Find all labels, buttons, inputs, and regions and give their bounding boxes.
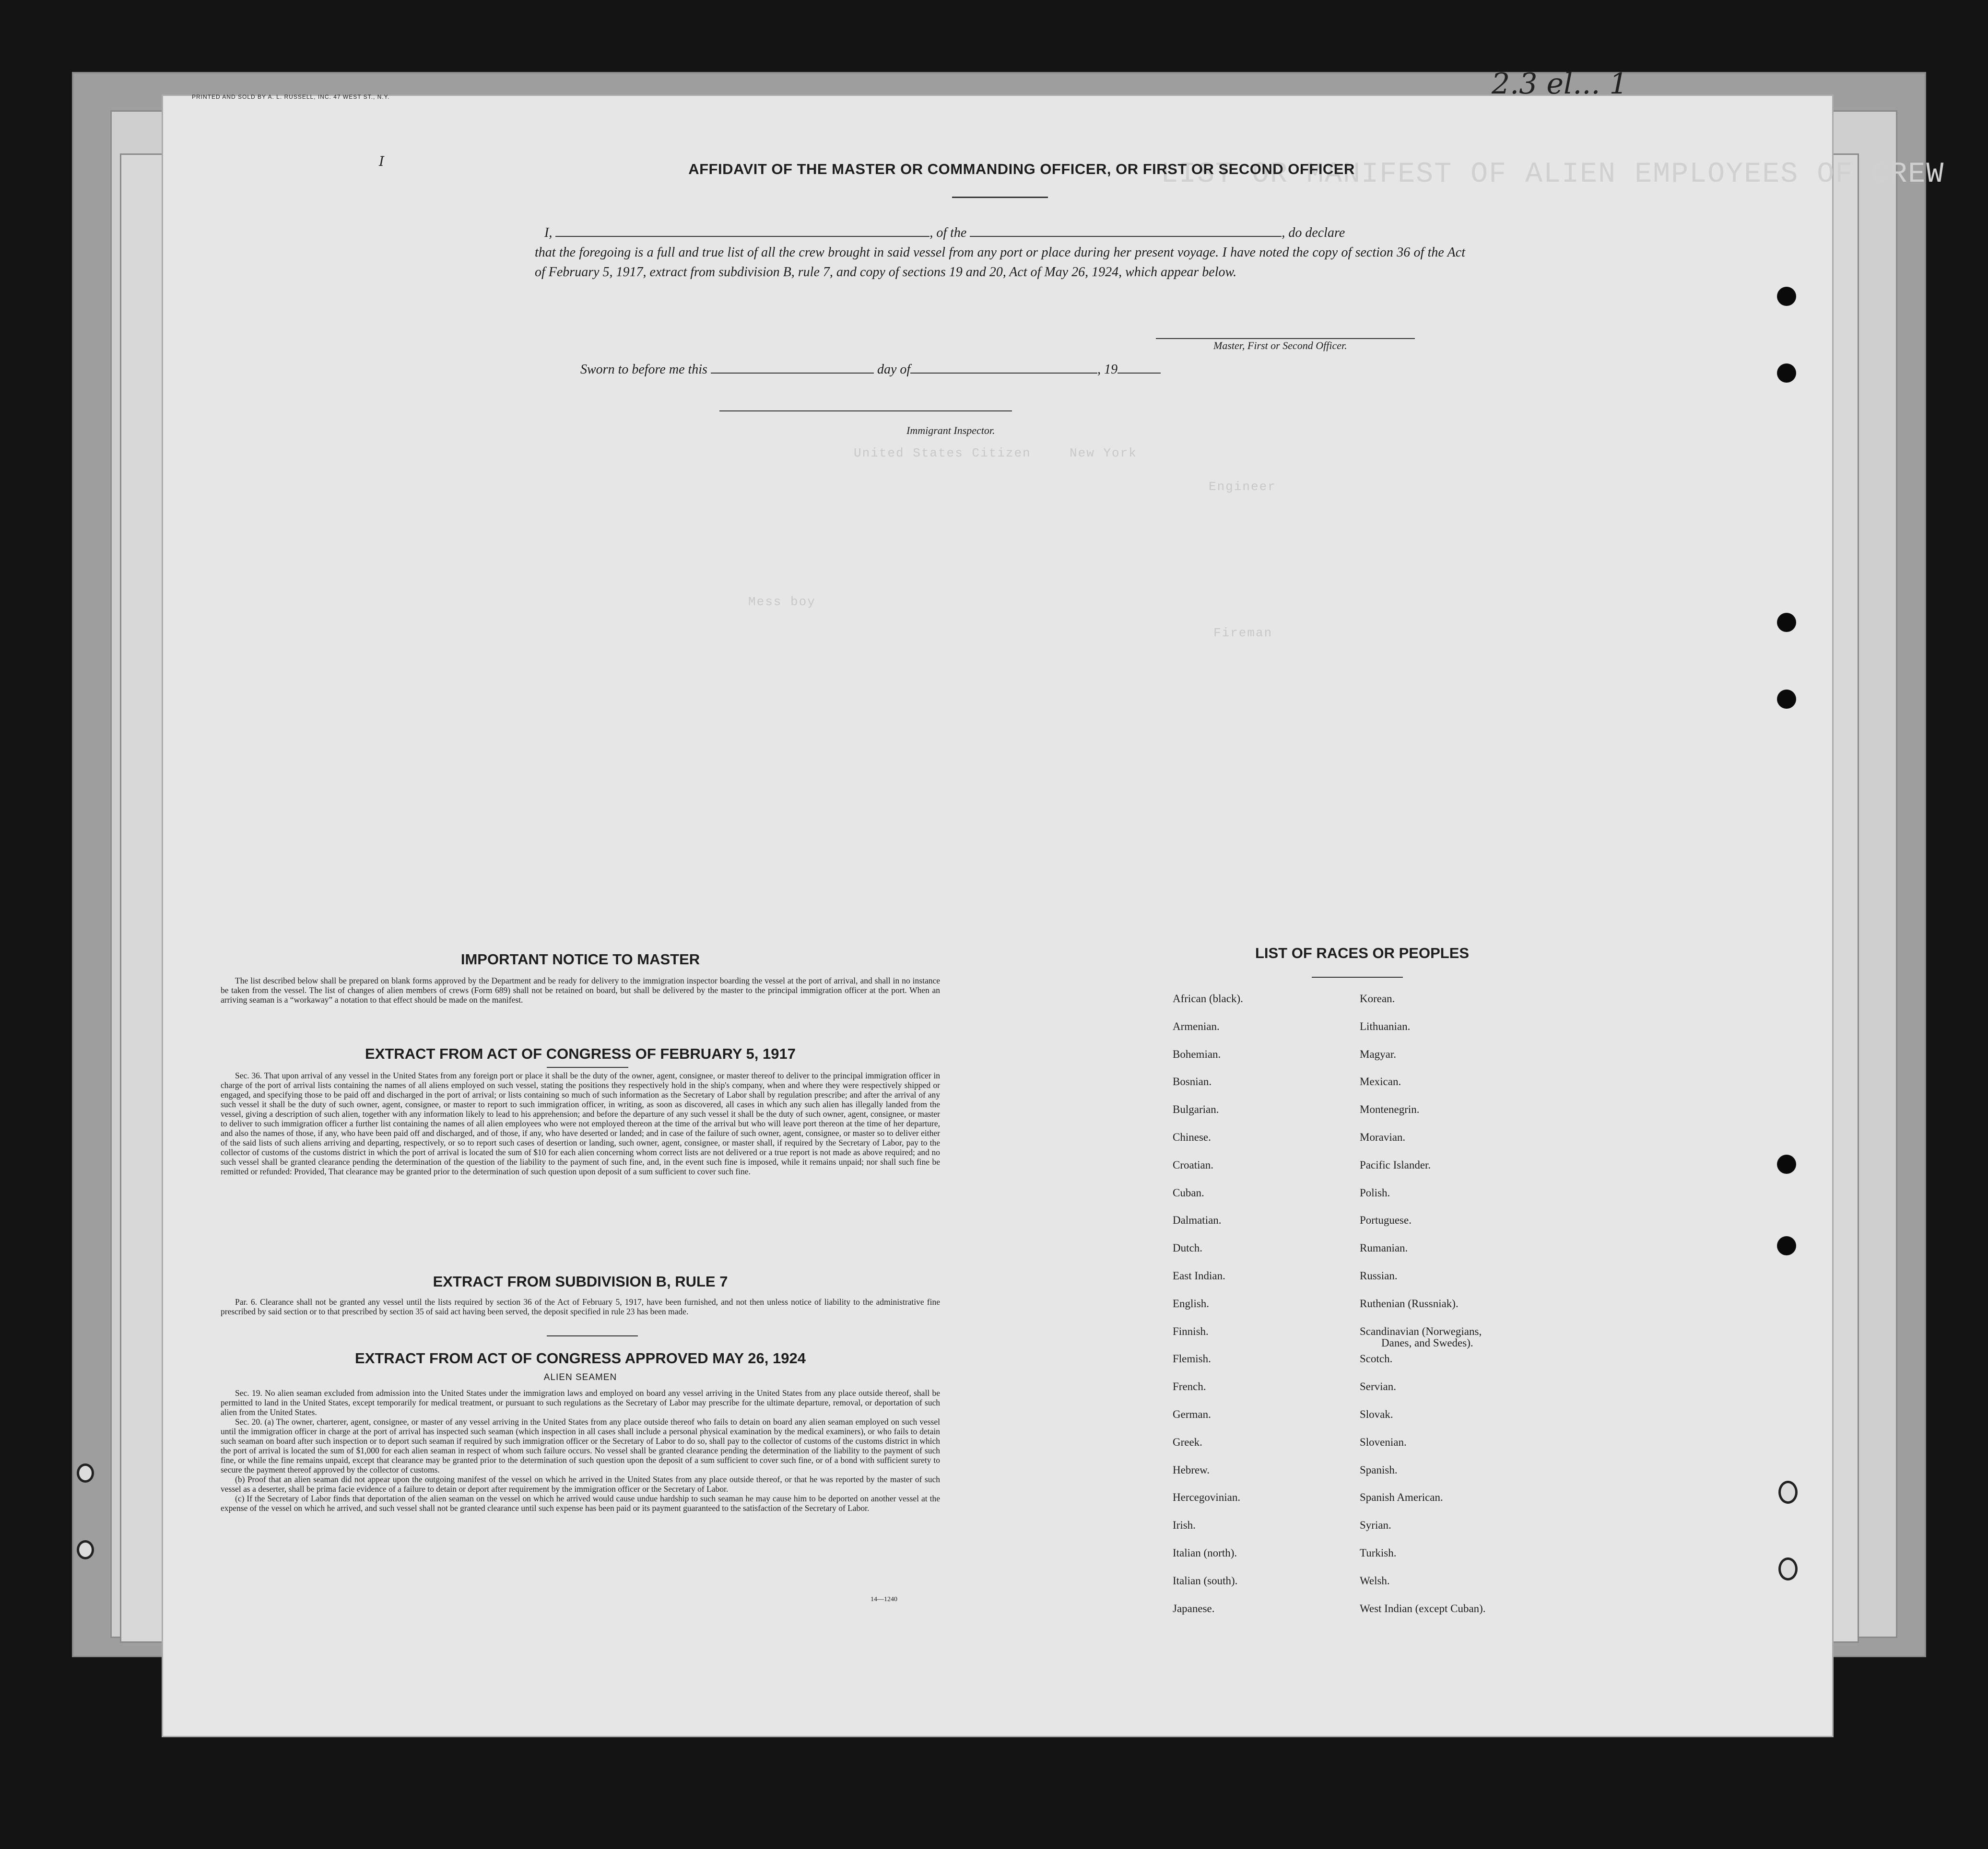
race-item: Montenegrin. bbox=[1360, 1103, 1420, 1116]
race-item-continuation: Danes, and Swedes). bbox=[1381, 1337, 1473, 1349]
race-item: Spanish. bbox=[1360, 1463, 1398, 1476]
binder-hole bbox=[1778, 1557, 1798, 1580]
inspector-signature-line bbox=[719, 410, 1012, 411]
race-item: Flemish. bbox=[1173, 1353, 1211, 1365]
race-item: Bulgarian. bbox=[1173, 1103, 1219, 1116]
affidavit-i: I, bbox=[544, 225, 553, 240]
race-item: Slovak. bbox=[1360, 1408, 1393, 1420]
show-through-text: LIST OR MANIFEST OF ALIEN EMPLOYEES OF CREW bbox=[1161, 158, 1945, 191]
page-mark: I bbox=[379, 153, 385, 169]
race-item: Polish. bbox=[1360, 1186, 1390, 1199]
race-item: Pacific Islander. bbox=[1360, 1159, 1431, 1171]
show-through-text: Mess boy bbox=[748, 595, 816, 609]
races-title: LIST OF RACES OR PEOPLES bbox=[1255, 945, 1470, 961]
section-20c: (c) If the Secretary of Labor finds that deportation of the alien seaman on the vessel on which he arrived would cause undue hardship to such seaman he may cause him to be deported on another vessel at the expense of the vessel on which he arrived, and such vessel shall not be granted clearance until such expense has been paid or its payment guaranteed to the satisfaction of the Secretary of Labor. bbox=[221, 1494, 940, 1513]
show-through-text: United States Citizen bbox=[854, 446, 1031, 460]
race-item: Irish. bbox=[1173, 1519, 1196, 1532]
race-item: English. bbox=[1173, 1297, 1210, 1310]
race-item: Japanese. bbox=[1173, 1602, 1215, 1615]
divider bbox=[547, 1335, 638, 1336]
extract-1924-title: EXTRACT FROM ACT OF CONGRESS APPROVED MAY 26, 1924 bbox=[355, 1350, 806, 1367]
race-item: Dalmatian. bbox=[1173, 1214, 1222, 1227]
section-20a: Sec. 20. (a) The owner, charterer, agent, consignee, or master of any vessel arriving in the United States from any place outside thereof who fails to detain on board any alien seaman employed on such vessel until the immigration officer in charge at the port of arrival has inspected such seaman (which inspection in all cases shall include a personal physical examination by the medical examiners), or who fails to detain such seaman on board after such inspection or to deport such seaman if required by such immigration officer or the Secretary of Labor to do so, shall pay to the collector of customs of the customs district in which the port of arrival is located the sum of $1,000 for each alien seaman in respect of whom such failure occurs. No vessel shall be granted clearance pending the determination of the liability to the payment of such fine, or while the fine remains unpaid, except that clearance may be granted prior to the determination of such question upon the deposit of a sum sufficient to cover such fine, or of a bond with sufficient surety to secure the payment thereof approved by the collector of customs. bbox=[221, 1417, 940, 1475]
affidavit-body: that the foregoing is a full and true list of all the crew brought in said vessel from any port or place during her present voyage. I have noted the copy of section 36 of the Act of February 5, 1917, extract from subdivision B, rule 7, and copy of sections 19 and 20, Act of May 26, 1924, which appear below. bbox=[535, 245, 1465, 280]
race-item: Ruthenian (Russniak). bbox=[1360, 1297, 1459, 1310]
race-item: Welsh. bbox=[1360, 1574, 1390, 1587]
section-19: Sec. 19. No alien seaman excluded from admission into the United States under the immigration laws and employed on board any vessel arriving in the United States from any place outside thereof, shall be permitted to land in the United States, except temporarily for medical treatment, or pursuant to such regulations as the Secretary of Labor may prescribe for the ultimate departure, removal, or deportation of such alien from the United States. bbox=[221, 1388, 940, 1417]
binder-hole bbox=[1777, 1236, 1796, 1255]
race-item: Portuguese. bbox=[1360, 1214, 1412, 1227]
race-item: Servian. bbox=[1360, 1381, 1397, 1393]
race-item: Mexican. bbox=[1360, 1076, 1401, 1088]
affidavit-of-the: , of the bbox=[929, 225, 967, 240]
sworn-year: , 19 bbox=[1097, 362, 1118, 377]
binder-hole bbox=[77, 1463, 94, 1483]
divider bbox=[952, 197, 1048, 198]
race-item: Finnish. bbox=[1173, 1325, 1209, 1337]
binder-hole bbox=[1777, 1155, 1796, 1174]
vessel-blank bbox=[970, 225, 1282, 237]
year-blank bbox=[1118, 362, 1161, 374]
race-item: Italian (south). bbox=[1173, 1574, 1238, 1587]
race-item: Rumanian. bbox=[1360, 1242, 1408, 1254]
signature-line bbox=[1156, 338, 1415, 339]
race-item: African (black). bbox=[1173, 993, 1243, 1005]
binder-hole bbox=[1777, 287, 1796, 306]
affidavit-declare: , do declare bbox=[1282, 225, 1345, 240]
race-item: West Indian (except Cuban). bbox=[1360, 1602, 1486, 1615]
inspector-label: Immigrant Inspector. bbox=[906, 424, 995, 436]
race-item: Cuban. bbox=[1173, 1186, 1204, 1199]
race-item: Turkish. bbox=[1360, 1547, 1397, 1559]
name-blank bbox=[555, 225, 929, 237]
sworn-text: Sworn to before me this bbox=[580, 362, 707, 377]
show-through-text: Engineer bbox=[1209, 480, 1276, 494]
race-item: Chinese. bbox=[1173, 1131, 1211, 1143]
race-item: German. bbox=[1173, 1408, 1211, 1420]
race-item: Croatian. bbox=[1173, 1159, 1213, 1171]
race-item: Lithuanian. bbox=[1360, 1020, 1411, 1032]
show-through-text: New York bbox=[1070, 446, 1137, 460]
race-item: Greek. bbox=[1173, 1436, 1202, 1448]
master-label: Master, First or Second Officer. bbox=[1213, 339, 1347, 351]
extract-1917-text: Sec. 36. That upon arrival of any vessel in the United States from any foreign port or place it shall be the duty of the owner, agent, consignee, or master thereof to deliver to the principal immigration officer in charge of the port of arrival lists containing the names of all aliens employed on such vessel, stating the positions they respectively hold in the ship's company, when and where they were respectively shipped or engaged, and specifying those to be paid off and discharged in the port of arrival; or lists containing so much of such information as the Secretary of Labor shall by regulation prescribe; and after the arrival of any such vessel it shall be the duty of such owner, agent, consignee, or master to report to such immigration officer, in writing, as soon as discovered, all cases in which any such alien has illegally landed from the vessel, giving a description of such alien, together with any information likely to lead to his apprehension; and before the departure of any such vessel it shall be the duty of such owner, agent, consignee, or master to deliver to such immigration officer a further list containing the names of all alien employees who were not employed thereon at the time of the arrival but who will leave port thereon at the time of her departure, and also the names of those, if any, who have been paid off and discharged, and of those, if any, who have deserted or landed; and in case of the failure of such owner, agent, consignee, or master so to deliver either of the said lists of such aliens arriving and departing, respectively, or so to report such cases of desertion or landing, such owner, agent, consignee, or master shall, if required by the Secretary of Labor, pay to the collector of customs of the customs district in which the port of arrival is located the sum of $10 for each alien concerning whom correct lists are not delivered or a true report is not made as above required; and no such vessel shall be granted clearance pending the determination of the question of the liability to the payment of such fine, and, in the event such fine is imposed, while it remains unpaid; nor shall such fine be remitted or refunded: Provided, That clearance may be granted prior to the determination of such question upon deposit of a sum sufficient to cover such fine. bbox=[221, 1071, 940, 1176]
race-item: Syrian. bbox=[1360, 1519, 1391, 1532]
race-item: Armenian. bbox=[1173, 1020, 1220, 1032]
section-20b: (b) Proof that an alien seaman did not appear upon the outgoing manifest of the vessel on which he arrived in the United States from any place outside thereof, or that he was reported by the master of such vessel as a deserter, shall be prima facie evidence of a failure to detain or deport after requirement by the immigration officer or the Secretary of Labor. bbox=[221, 1475, 940, 1494]
race-item: Scandinavian (Norwegians, bbox=[1360, 1325, 1482, 1337]
binder-hole bbox=[1777, 363, 1796, 383]
sworn-day-of: day of bbox=[877, 362, 911, 377]
extract-1917-title: EXTRACT FROM ACT OF CONGRESS OF FEBRUARY 5, 1917 bbox=[365, 1045, 796, 1062]
notice-text: The list described below shall be prepared on blank forms approved by the Department and be ready for delivery to the immigration inspector boarding the vessel at the port of arrival, and shall in no instance be taken from the vessel. The list of changes of alien members of crews (Form 689) shall not be retained on board, but shall be delivered by the master to the principal immigration officer at the port. When an arriving seaman is a “workaway” a notation to that effect should be made on the manifest. bbox=[221, 976, 940, 1005]
race-item: East Indian. bbox=[1173, 1270, 1225, 1282]
race-item: Scotch. bbox=[1360, 1353, 1393, 1365]
form-number: 14—1240 bbox=[870, 1596, 897, 1603]
race-item: Dutch. bbox=[1173, 1242, 1202, 1254]
race-item: Bohemian. bbox=[1173, 1048, 1221, 1060]
race-item: Korean. bbox=[1360, 993, 1395, 1005]
extract-rule7-text: Par. 6. Clearance shall not be granted any vessel until the lists required by section 36 of the Act of February 5, 1917, have been furnished, and not then unless notice of liability to the administrative fine prescribed by said section or to that prescribed by section 35 of said act having been served, the deposit specified in rule 23 has been made. bbox=[221, 1297, 940, 1316]
show-through-text: Fireman bbox=[1213, 626, 1273, 640]
divider bbox=[1312, 977, 1403, 978]
notice-title: IMPORTANT NOTICE TO MASTER bbox=[460, 951, 700, 968]
binder-hole bbox=[1777, 613, 1796, 632]
race-item: Russian. bbox=[1360, 1270, 1398, 1282]
race-item: Hebrew. bbox=[1173, 1463, 1210, 1476]
binder-hole bbox=[77, 1540, 94, 1559]
race-item: Hercegovinian. bbox=[1173, 1491, 1241, 1504]
extract-rule7-title: EXTRACT FROM SUBDIVISION B, RULE 7 bbox=[433, 1273, 728, 1290]
affidavit-text bbox=[535, 223, 1465, 282]
divider bbox=[547, 1067, 628, 1068]
race-item: Spanish American. bbox=[1360, 1491, 1443, 1504]
binder-hole bbox=[1778, 1481, 1798, 1504]
race-item: Moravian. bbox=[1360, 1131, 1406, 1143]
race-item: French. bbox=[1173, 1381, 1206, 1393]
binder-hole bbox=[1777, 690, 1796, 709]
printer-note: PRINTED AND SOLD BY A. L. RUSSELL, INC. 47 WEST ST., N.Y. bbox=[192, 94, 390, 100]
race-item: Bosnian. bbox=[1173, 1076, 1212, 1088]
affidavit-title: AFFIDAVIT OF THE MASTER OR COMMANDING OFFICER, OR FIRST OR SECOND OFFICER bbox=[688, 161, 1355, 177]
handwritten-note: 2.3 el... 1 bbox=[1492, 67, 1628, 101]
extract-1924-text bbox=[221, 1388, 940, 1513]
race-item: Magyar. bbox=[1360, 1048, 1397, 1060]
sworn-line bbox=[580, 362, 1161, 377]
alien-seamen-subtitle: ALIEN SEAMEN bbox=[543, 1372, 617, 1382]
month-blank bbox=[910, 362, 1097, 374]
day-blank bbox=[711, 362, 874, 374]
race-item: Slovenian. bbox=[1360, 1436, 1407, 1448]
race-item: Italian (north). bbox=[1173, 1547, 1237, 1559]
